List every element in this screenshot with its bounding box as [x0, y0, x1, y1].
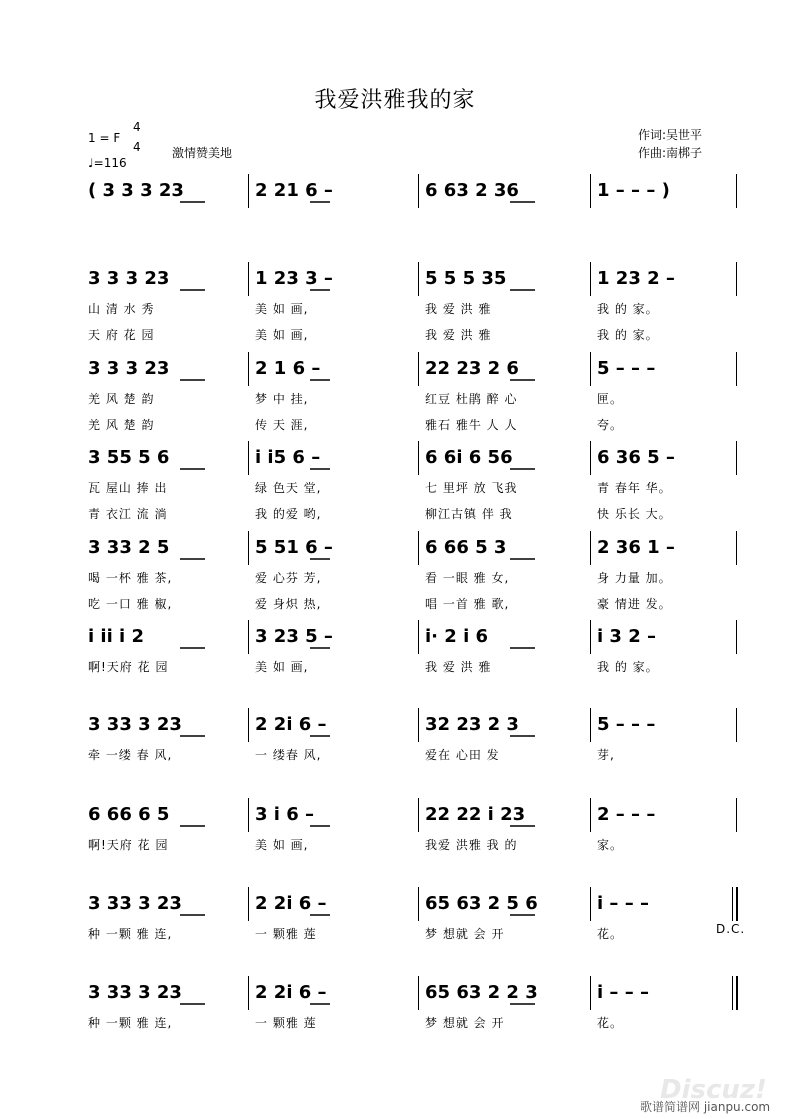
measure-notes: 2 2i 6 –	[255, 714, 327, 735]
lyric-text: 家。	[597, 838, 624, 852]
lyric-text: 啊!天府 花 园	[88, 660, 169, 674]
measure-notes: 3 3 3 23	[88, 358, 170, 379]
lyric-text: 我 的 家。	[597, 328, 659, 342]
measure-notes: 6 66 5 3	[425, 537, 507, 558]
lyric-text: 我 爱 洪 雅	[425, 328, 492, 342]
lyric-text: 吃 一口 雅 椒,	[88, 597, 173, 611]
measure-notes: ( 3 3 3 23	[88, 180, 184, 201]
lyric-text: 种 一颗 雅 连,	[88, 927, 173, 941]
lyric-text: 芽,	[597, 748, 615, 762]
measure-notes: 5 – – –	[597, 714, 656, 735]
measure-notes: 32 23 2 3	[425, 714, 519, 735]
measure-notes: 3 i 6 –	[255, 804, 315, 825]
lyric-text: 花。	[597, 927, 624, 941]
lyric-text: 梦 想就 会 开	[425, 927, 505, 941]
measure-notes: 2 21 6 –	[255, 180, 333, 201]
lyric-text: 雅石 雅牛 人 人	[425, 418, 518, 432]
lyric-text: 青 春年 华。	[597, 481, 672, 495]
measure-notes: i· 2 i 6	[425, 626, 489, 647]
lyric-text: 美 如 画,	[255, 660, 309, 674]
measure-notes: 2 1 6 –	[255, 358, 321, 379]
lyric-text: 夸。	[597, 418, 624, 432]
lyric-text: 柳江古镇 伴 我	[425, 507, 513, 521]
lyric-text: 红豆 杜鹃 醉 心	[425, 392, 518, 406]
measure-notes: 6 6i 6 56	[425, 447, 513, 468]
lyric-text: 我爱 洪雅 我 的	[425, 838, 518, 852]
measure-notes: 65 63 2 2 3	[425, 982, 538, 1003]
lyric-text: 山 清 水 秀	[88, 302, 155, 316]
lyric-text: 七 里坪 放 飞我	[425, 481, 518, 495]
lyric-text: 身 力量 加。	[597, 571, 672, 585]
measure-notes: 6 63 2 36	[425, 180, 519, 201]
measure-notes: i ii i 2	[88, 626, 145, 647]
lyric-text: 我 爱 洪 雅	[425, 302, 492, 316]
composer-credit: 作曲:南梆子	[638, 146, 703, 160]
measure-notes: i i5 6 –	[255, 447, 321, 468]
measure-notes: 6 66 6 5	[88, 804, 170, 825]
lyric-text: 喝 一杯 雅 茶,	[88, 571, 173, 585]
measure-notes: 2 2i 6 –	[255, 982, 327, 1003]
lyricist-credit: 作词:吴世平	[638, 128, 703, 142]
song-title: 我爱洪雅我的家	[314, 88, 476, 113]
lyric-text: 我 的 家。	[597, 660, 659, 674]
lyric-text: 美 如 画,	[255, 838, 309, 852]
lyric-text: 看 一眼 雅 女,	[425, 571, 510, 585]
measure-notes: 5 51 6 –	[255, 537, 333, 558]
da-capo-label: D.C.	[716, 922, 746, 936]
measure-notes: 3 33 3 23	[88, 982, 182, 1003]
lyric-text: 种 一颗 雅 连,	[88, 1016, 173, 1030]
measure-notes: 65 63 2 5 6	[425, 893, 538, 914]
lyric-text: 牵 一缕 春 风,	[88, 748, 173, 762]
lyric-text: 豪 情进 发。	[597, 597, 672, 611]
measure-notes: 2 2i 6 –	[255, 893, 327, 914]
measure-notes: 3 33 2 5	[88, 537, 170, 558]
lyric-text: 爱在 心田 发	[425, 748, 500, 762]
measure-notes: 5 5 5 35	[425, 268, 507, 289]
lyric-text: 爱 身炽 热,	[255, 597, 322, 611]
lyric-text: 天 府 花 园	[88, 328, 155, 342]
time-signature-numerator: 4	[133, 120, 141, 134]
lyric-text: 我 的 家。	[597, 302, 659, 316]
lyric-text: 羌 风 楚 韵	[88, 392, 155, 406]
measure-notes: 3 33 3 23	[88, 714, 182, 735]
measure-notes: 6 36 5 –	[597, 447, 675, 468]
measure-notes: i – – –	[597, 982, 649, 1003]
lyric-text: 我 爱 洪 雅	[425, 660, 492, 674]
lyric-text: 美 如 画,	[255, 328, 309, 342]
measure-notes: 3 33 3 23	[88, 893, 182, 914]
measure-notes: 1 23 3 –	[255, 268, 333, 289]
lyric-text: 传 天 涯,	[255, 418, 309, 432]
lyric-text: 一 颗雅 莲	[255, 927, 317, 941]
expression-marking: 激情赞美地	[172, 146, 233, 160]
lyric-text: 美 如 画,	[255, 302, 309, 316]
measure-notes: 3 3 3 23	[88, 268, 170, 289]
lyric-text: 梦 中 挂,	[255, 392, 309, 406]
lyric-text: 一 缕春 风,	[255, 748, 322, 762]
lyric-text: 一 颗雅 莲	[255, 1016, 317, 1030]
lyric-text: 瓦 屋山 捧 出	[88, 481, 168, 495]
key-signature: 1 = F	[88, 131, 121, 145]
lyric-text: 啊!天府 花 园	[88, 838, 169, 852]
tempo-marking: ♩=116	[88, 156, 127, 170]
measure-notes: i 3 2 –	[597, 626, 657, 647]
lyric-text: 青 衣江 流 淌	[88, 507, 168, 521]
measure-notes: 5 – – –	[597, 358, 656, 379]
lyric-text: 花。	[597, 1016, 624, 1030]
lyric-text: 梦 想就 会 开	[425, 1016, 505, 1030]
lyric-text: 匣。	[597, 392, 624, 406]
measure-notes: 2 – – –	[597, 804, 656, 825]
time-signature-denominator: 4	[133, 140, 141, 154]
lyric-text: 绿 色天 堂,	[255, 481, 322, 495]
measure-notes: 3 23 5 –	[255, 626, 333, 647]
lyric-text: 快 乐长 大。	[597, 507, 672, 521]
lyric-text: 我 的爱 哟,	[255, 507, 322, 521]
measure-notes: 2 36 1 –	[597, 537, 675, 558]
measure-notes: 1 – – – )	[597, 180, 670, 201]
measure-notes: 22 23 2 6	[425, 358, 519, 379]
measure-notes: 3 55 5 6	[88, 447, 170, 468]
lyric-text: 羌 风 楚 韵	[88, 418, 155, 432]
lyric-text: 唱 一首 雅 歌,	[425, 597, 510, 611]
measure-notes: i – – –	[597, 893, 649, 914]
measure-notes: 1 23 2 –	[597, 268, 675, 289]
measure-notes: 22 22 i 23	[425, 804, 526, 825]
watermark: 歌谱简谱网 jianpu.com	[640, 1100, 771, 1114]
watermark-background: Discuz!	[660, 1075, 767, 1105]
lyric-text: 爱 心芬 芳,	[255, 571, 322, 585]
